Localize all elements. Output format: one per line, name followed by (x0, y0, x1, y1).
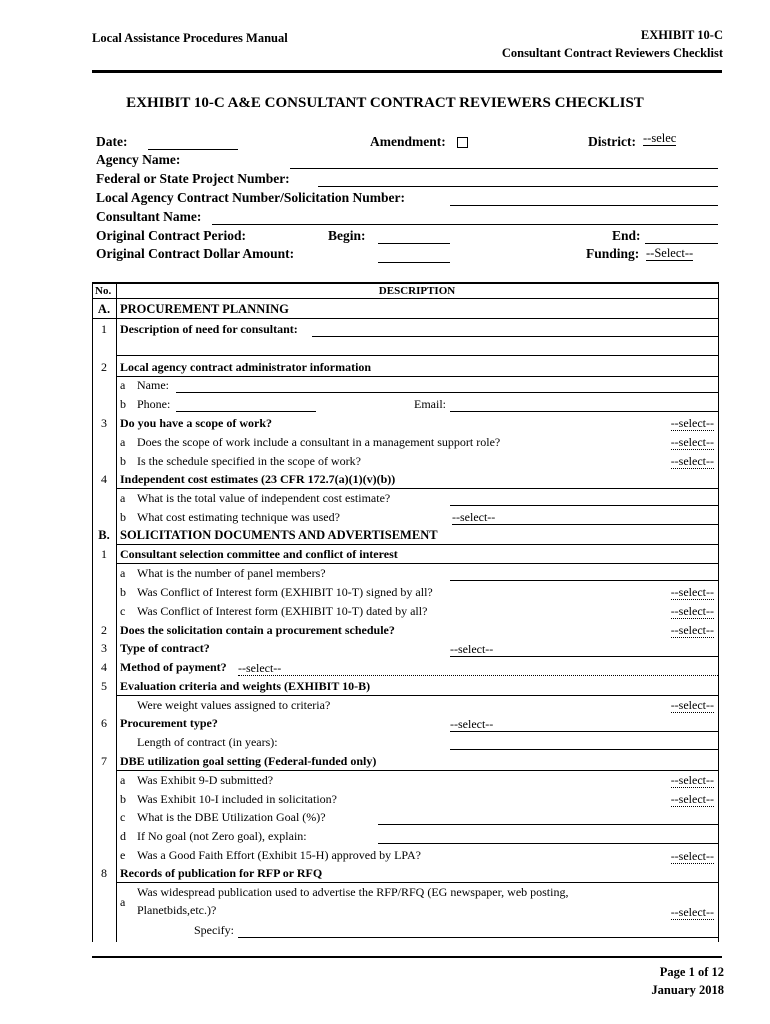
row-number: 7 (101, 754, 107, 768)
row-rule (117, 544, 719, 545)
row-number: 2 (101, 623, 107, 637)
schedule-specified-select[interactable]: --select-- (670, 454, 714, 468)
date-field[interactable] (148, 135, 238, 150)
specify-label: Specify: (194, 923, 234, 937)
exhibit-10i-label: Was Exhibit 10-I included in solicitation? (137, 792, 337, 806)
dbe-goal-percent-label: What is the DBE Utilization Goal (%)? (137, 810, 326, 824)
footer-date: January 2018 (651, 983, 724, 997)
procurement-type-label: Procurement type? (120, 716, 218, 730)
coi-dated-select[interactable]: --select-- (670, 604, 714, 618)
row-rule (117, 488, 719, 489)
panel-members-field[interactable] (450, 566, 718, 581)
sub-letter: a (120, 378, 126, 392)
exhibit-10i-select[interactable]: --select-- (670, 792, 714, 806)
sub-letter: b (120, 585, 126, 599)
contract-type-label: Type of contract? (120, 641, 210, 655)
header-rule (92, 70, 722, 73)
agency-name-field[interactable] (290, 154, 718, 169)
sub-letter: a (120, 773, 126, 787)
panel-members-label: What is the number of panel members? (137, 566, 326, 580)
contract-amount-label: Original Contract Dollar Amount: (96, 246, 295, 261)
contract-length-field[interactable] (450, 735, 718, 750)
selection-committee-label: Consultant selection committee and conflict of interest (120, 547, 398, 561)
administrator-info-label: Local agency contract administrator information (120, 360, 372, 374)
district-label: District: (588, 134, 636, 149)
exhibit-9d-label: Was Exhibit 9-D submitted? (137, 773, 274, 787)
specify-field[interactable] (238, 923, 718, 938)
good-faith-effort-label: Was a Good Faith Effort (Exhibit 15-H) approved by LPA? (137, 848, 421, 862)
row-rule (117, 376, 719, 377)
table-col-divider (116, 283, 117, 942)
sub-letter: a (120, 435, 126, 449)
admin-email-field[interactable] (450, 397, 718, 412)
footer-rule (92, 956, 722, 958)
row-number: 4 (101, 472, 107, 486)
exhibit-9d-select[interactable]: --select-- (670, 773, 714, 787)
table-top-rule (92, 282, 719, 284)
good-faith-effort-select[interactable]: --select-- (670, 849, 714, 863)
management-support-select[interactable]: --select-- (670, 435, 714, 449)
row-rule (117, 882, 719, 883)
evaluation-criteria-label: Evaluation criteria and weights (EXHIBIT 10-B) (120, 679, 371, 693)
coi-signed-label: Was Conflict of Interest form (EXHIBIT 10-T) signed by all? (137, 585, 433, 599)
estimate-technique-label: What cost estimating technique was used? (137, 510, 340, 524)
row-number: 6 (101, 716, 107, 730)
row-number: 2 (101, 360, 107, 374)
scope-of-work-select[interactable]: --select-- (670, 416, 714, 430)
section-b-title: SOLICITATION DOCUMENTS AND ADVERTISEMENT (120, 528, 438, 542)
row-number: 8 (101, 866, 107, 880)
date-label: Date: (96, 134, 128, 149)
page-number: Page 1 of 12 (659, 965, 724, 979)
estimate-value-label: What is the total value of independent cost estimate? (137, 491, 391, 505)
payment-method-select[interactable]: --select-- (238, 661, 718, 676)
row-number: 1 (101, 547, 107, 561)
project-number-label: Federal or State Project Number: (96, 171, 290, 186)
sub-letter: c (120, 604, 126, 618)
contract-number-label: Local Agency Contract Number/Solicitation Number: (96, 190, 405, 205)
row-number: 3 (101, 641, 107, 655)
admin-name-field[interactable] (176, 378, 718, 393)
payment-method-label: Method of payment? (120, 660, 227, 674)
contract-period-label: Original Contract Period: (96, 228, 246, 243)
col-description-header: DESCRIPTION (378, 285, 456, 297)
procurement-schedule-label: Does the solicitation contain a procurement schedule? (120, 623, 395, 637)
sub-letter: b (120, 397, 126, 411)
sub-letter: a (120, 566, 126, 580)
contract-length-label: Length of contract (in years): (137, 735, 278, 749)
sub-letter: b (120, 792, 126, 806)
amendment-label: Amendment: (370, 134, 446, 149)
district-select[interactable]: --selec (643, 131, 677, 145)
estimate-technique-select[interactable]: --select-- (452, 510, 718, 525)
begin-label: Begin: (328, 228, 366, 243)
sub-letter: c (120, 810, 126, 824)
section-b-no: B. (98, 528, 110, 542)
sub-letter: e (120, 848, 126, 862)
row-number: 4 (101, 660, 107, 674)
no-goal-explain-field[interactable] (378, 829, 718, 844)
col-no-header: No. (95, 285, 112, 297)
header-subtitle: Consultant Contract Reviewers Checklist (501, 46, 723, 60)
weight-values-select[interactable]: --select-- (670, 698, 714, 712)
coi-signed-select[interactable]: --select-- (670, 585, 714, 599)
sub-letter: b (120, 510, 126, 524)
end-label: End: (612, 228, 641, 243)
funding-label: Funding: (586, 246, 640, 261)
procurement-schedule-select[interactable]: --select-- (670, 623, 714, 637)
weight-values-label: Were weight values assigned to criteria? (137, 698, 331, 712)
need-description-field[interactable] (312, 322, 718, 337)
end-date-field[interactable] (645, 229, 718, 244)
widespread-publication-select[interactable]: --select-- (670, 905, 714, 919)
coi-dated-label: Was Conflict of Interest form (EXHIBIT 10-T) dated by all? (137, 604, 428, 618)
begin-date-field[interactable] (378, 229, 450, 244)
dbe-goal-percent-field[interactable] (378, 810, 718, 825)
cost-estimates-label: Independent cost estimates (23 CFR 172.7(a)(1)(v)(b)) (120, 472, 396, 486)
row-rule (92, 318, 719, 319)
admin-phone-label: Phone: (137, 397, 171, 411)
widespread-publication-label-2: Planetbids,etc.)? (137, 903, 217, 917)
widespread-publication-label-1: Was widespread publication used to advertise the RFP/RFQ (EG newspaper, web posting, (137, 885, 569, 899)
row-number: 5 (101, 679, 107, 693)
contract-amount-field[interactable] (378, 248, 450, 263)
scope-of-work-label: Do you have a scope of work? (120, 416, 272, 430)
exhibit-label: EXHIBIT 10-C (640, 28, 723, 42)
admin-email-label: Email: (414, 397, 446, 411)
consultant-name-label: Consultant Name: (96, 209, 202, 224)
procurement-type-select[interactable]: --select-- (450, 717, 718, 732)
management-support-label: Does the scope of work include a consultant in a management support role? (137, 435, 501, 449)
sub-letter: b (120, 454, 126, 468)
contract-number-field[interactable] (450, 191, 718, 206)
need-description-line2[interactable] (117, 355, 719, 356)
manual-title: Local Assistance Procedures Manual (92, 31, 288, 45)
row-number: 1 (101, 322, 107, 336)
row-rule (117, 695, 719, 696)
sub-letter: a (120, 895, 126, 909)
estimate-value-field[interactable] (450, 491, 718, 506)
amendment-checkbox[interactable] (457, 137, 468, 148)
consultant-name-field[interactable] (212, 210, 718, 225)
agency-label: Agency Name: (96, 152, 181, 167)
sub-letter: d (120, 829, 126, 843)
sub-letter: a (120, 491, 126, 505)
schedule-specified-label: Is the schedule specified in the scope of work? (137, 454, 361, 468)
contract-type-select[interactable]: --select-- (450, 642, 718, 657)
dbe-goal-label: DBE utilization goal setting (Federal-funded only) (120, 754, 377, 768)
table-header-rule (92, 298, 719, 299)
row-number: 3 (101, 416, 107, 430)
page-title: EXHIBIT 10-C A&E CONSULTANT CONTRACT REVIEWERS CHECKLIST (126, 95, 644, 111)
funding-select[interactable]: --Select-- (646, 246, 694, 260)
section-a-no: A. (97, 302, 111, 316)
section-a-title: PROCUREMENT PLANNING (120, 302, 289, 316)
row-rule (117, 563, 719, 564)
need-description-label: Description of need for consultant: (120, 322, 298, 336)
admin-phone-field[interactable] (176, 397, 316, 412)
admin-name-label: Name: (137, 378, 169, 392)
row-rule (117, 770, 719, 771)
publication-records-label: Records of publication for RFP or RFQ (120, 866, 323, 880)
no-goal-explain-label: If No goal (not Zero goal), explain: (137, 829, 307, 843)
project-number-field[interactable] (318, 172, 718, 187)
